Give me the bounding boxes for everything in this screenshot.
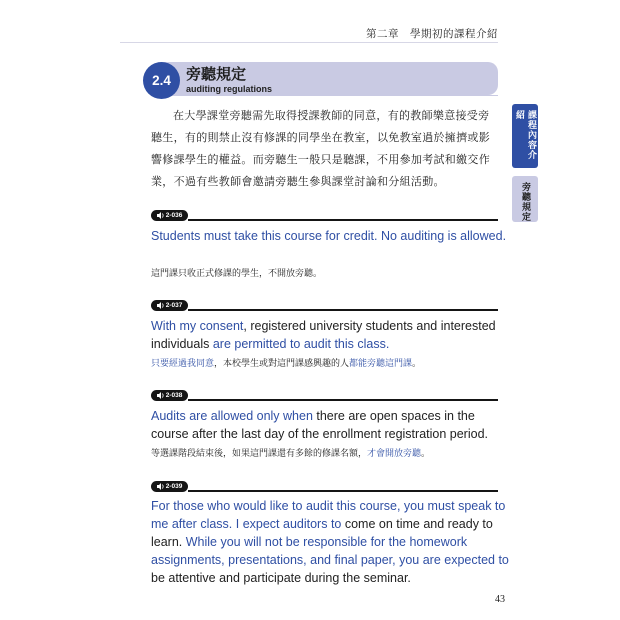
chinese-segment: 等選課階段結束後，如果這門課還有多餘的修課名額， <box>151 449 368 459</box>
track-marker <box>151 390 498 402</box>
english-segment: While you will not be responsible for the homework assignments, presentations, and final paper, you are expected to <box>151 535 509 567</box>
track-rule <box>188 399 498 401</box>
chinese-segment: 才會開放旁聽 <box>367 449 422 459</box>
english-segment: be attentive and participate during the seminar. <box>151 571 411 585</box>
speaker-icon <box>157 302 165 309</box>
side-tab-label: 旁聽規定 <box>520 182 530 222</box>
section-subtitle: auditing regulations <box>186 84 273 94</box>
english-segment: Audits are allowed only when <box>151 409 313 423</box>
chinese-segment: 只要經過我同意 <box>151 359 215 369</box>
chinese-segment: 都能旁聽這門課 <box>349 359 413 369</box>
section-number-badge: 2.4 <box>143 62 180 99</box>
example-english <box>151 227 511 245</box>
speaker-icon <box>157 212 165 219</box>
english-segment: are permitted to audit this class. <box>212 337 390 351</box>
header-rule <box>120 42 498 43</box>
intro-paragraph: 在大學課堂旁聽需先取得授課教師的同意，有的教師樂意接受旁聽生，有的則禁止沒有修課的同學坐在教室，以免教室過於擁擠或影響修課學生的權益。而旁聽生一般只是聽課，不用參加考試和繳交作業，不過有些教師會邀請旁聽生參與課堂討論和分組活動。 <box>151 109 490 188</box>
chapter-header: 第二章 學期初的課程介紹 <box>366 28 498 40</box>
track-marker <box>151 481 498 493</box>
chinese-segment: ，本校學生或對這門課感興趣的人 <box>214 359 350 369</box>
example-chinese <box>151 266 501 279</box>
english-segment: there are open spaces in the course after the last day of the enrollment registration period. <box>151 409 488 441</box>
audio-track-button[interactable] <box>151 210 188 221</box>
example-english <box>151 497 511 587</box>
track-number: 2-039 <box>165 483 183 490</box>
example-english <box>151 407 511 443</box>
track-rule <box>188 309 498 311</box>
speaker-icon <box>157 483 165 490</box>
section-banner-underline <box>158 95 498 96</box>
english-segment: For those who would like to audit this course, you must speak to me after class. I expect auditors to <box>151 499 506 531</box>
speaker-icon <box>157 392 165 399</box>
english-segment: come on time and ready to learn. <box>151 517 493 549</box>
side-tab-course-content[interactable] <box>512 104 538 168</box>
track-number: 2-036 <box>165 212 183 219</box>
audio-track-button[interactable] <box>151 481 188 492</box>
section-title: 旁聽規定 <box>186 65 247 83</box>
side-tab-auditing[interactable] <box>512 176 538 222</box>
track-number: 2-037 <box>165 302 183 309</box>
track-rule <box>188 490 498 492</box>
chinese-segment: 這門課只收正式修課的學生，不開放旁聽。 <box>151 269 323 279</box>
english-segment: With my consent <box>151 319 244 333</box>
audio-track-button[interactable] <box>151 390 188 401</box>
chinese-segment: 。 <box>412 359 422 369</box>
english-segment: Students must take this course for credit. No auditing is allowed. <box>151 229 507 243</box>
example-chinese <box>151 356 501 369</box>
track-marker <box>151 300 498 312</box>
example-english <box>151 317 511 353</box>
side-tab-label: 課程內容介紹 <box>514 110 536 160</box>
page-number: 43 <box>495 594 505 605</box>
track-number: 2-038 <box>165 392 183 399</box>
track-rule <box>188 219 498 221</box>
audio-track-button[interactable] <box>151 300 188 311</box>
example-chinese <box>151 446 501 459</box>
english-segment: , registered university students and interested individuals <box>151 319 496 351</box>
chinese-segment: 。 <box>421 449 431 459</box>
track-marker <box>151 210 498 222</box>
